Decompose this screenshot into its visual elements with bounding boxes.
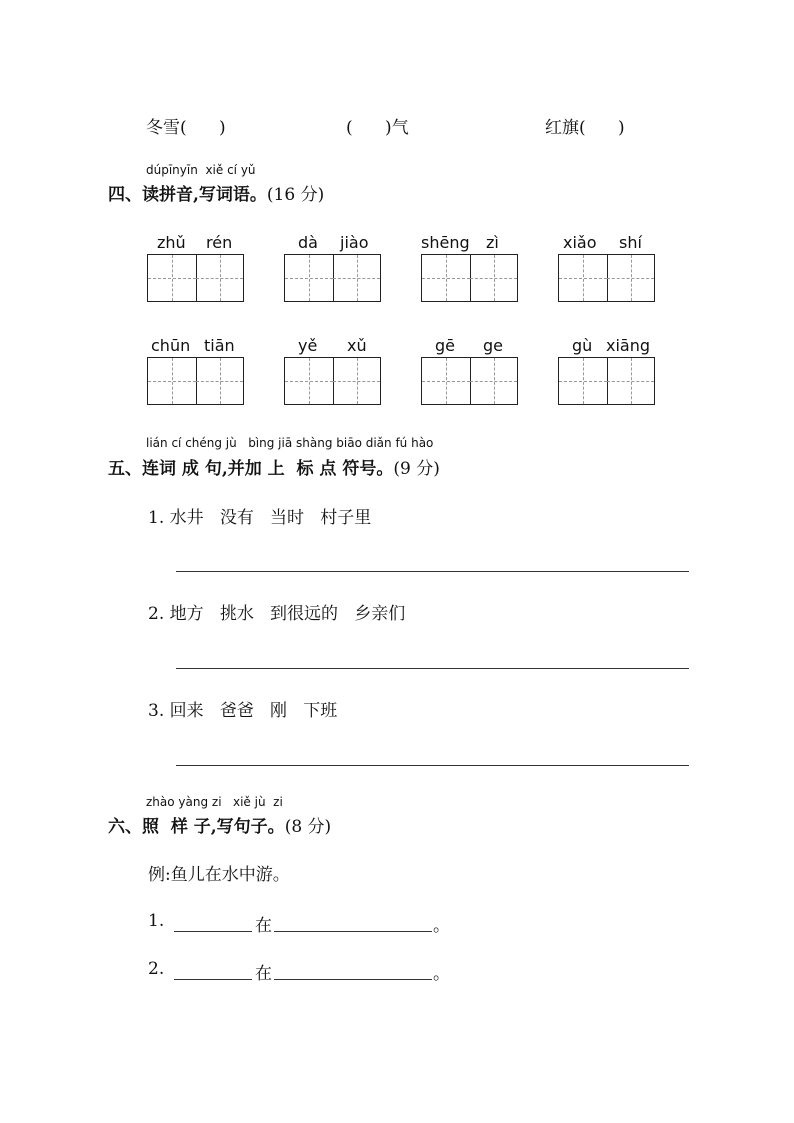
writing-grid-6[interactable] xyxy=(284,357,381,405)
word2-pinyin-2: jiào xyxy=(340,233,369,252)
section5-item-3: 3. 回来 爸爸 刚 下班 xyxy=(148,701,338,721)
section6-item-1-end: 。 xyxy=(433,916,450,936)
section4-title-text: 四、读拼音,写词语。 xyxy=(108,185,267,205)
section6-title xyxy=(108,812,331,837)
writing-grid-7[interactable] xyxy=(421,357,518,405)
answer-line-1[interactable] xyxy=(176,571,689,572)
writing-grid-2[interactable] xyxy=(284,254,381,302)
word3-pinyin-1: shēng xyxy=(421,233,470,252)
section6-item-2-end: 。 xyxy=(433,964,450,984)
writing-grid-3[interactable] xyxy=(421,254,518,302)
word5-pinyin-2: tiān xyxy=(204,336,235,355)
word6-pinyin-2: xǔ xyxy=(347,336,367,355)
word2-pinyin-1: dà xyxy=(298,233,318,252)
writing-grid-4[interactable] xyxy=(558,254,655,302)
word7-pinyin-2: ge xyxy=(483,336,503,355)
word6-pinyin-1: yě xyxy=(298,336,318,355)
fill-blank-2b[interactable] xyxy=(274,979,432,980)
section6-pinyin: zhào yàng zi xiě jù zi xyxy=(146,795,283,809)
writing-grid-5[interactable] xyxy=(147,357,244,405)
section6-example: 例:鱼儿在水中游。 xyxy=(148,865,290,885)
word3-pinyin-2: zì xyxy=(486,233,499,252)
top-item-2: ( )气 xyxy=(346,118,409,138)
writing-grid-1[interactable] xyxy=(147,254,244,302)
answer-line-2[interactable] xyxy=(176,668,689,669)
section4-score: (16 分) xyxy=(266,185,325,205)
word4-pinyin-1: xiǎo xyxy=(563,233,597,252)
word1-pinyin-2: rén xyxy=(206,233,233,252)
word1-pinyin-1: zhǔ xyxy=(157,233,186,252)
section6-item-1-mid: 在 xyxy=(255,916,272,936)
section5-item-1: 1. 水井 没有 当时 村子里 xyxy=(148,508,372,528)
writing-grid-8[interactable] xyxy=(558,357,655,405)
section4-title xyxy=(108,180,324,205)
section5-item-2: 2. 地方 挑水 到很远的 乡亲们 xyxy=(148,604,406,624)
section4-pinyin: dúpīnyīn xiě cí yǔ xyxy=(146,163,256,177)
word5-pinyin-1: chūn xyxy=(151,336,191,355)
section6-item-1-num: 1. xyxy=(148,911,165,931)
section5-pinyin: lián cí chéng jù bìng jiā shàng biāo diǎn fú hào xyxy=(146,436,434,450)
section6-score: (8 分) xyxy=(284,817,332,837)
word7-pinyin-1: gē xyxy=(435,336,455,355)
fill-blank-2a[interactable] xyxy=(174,979,252,980)
fill-blank-1b[interactable] xyxy=(274,931,432,932)
section6-item-2-mid: 在 xyxy=(255,964,272,984)
fill-blank-1a[interactable] xyxy=(174,931,252,932)
top-item-1: 冬雪( ) xyxy=(146,118,226,138)
section6-item-2-num: 2. xyxy=(148,959,165,979)
word8-pinyin-1: gù xyxy=(572,336,593,355)
section6-title-text: 六、照 样 子,写句子。 xyxy=(108,817,285,837)
answer-line-3[interactable] xyxy=(176,765,689,766)
word4-pinyin-2: shí xyxy=(619,233,642,252)
section5-score: (9 分) xyxy=(393,459,440,479)
section5-title-text: 五、连词 成 句,并加 上 标 点 符号。 xyxy=(108,459,394,479)
word8-pinyin-2: xiāng xyxy=(606,336,651,355)
top-item-3: 红旗( ) xyxy=(545,118,625,138)
section5-title xyxy=(108,454,440,479)
